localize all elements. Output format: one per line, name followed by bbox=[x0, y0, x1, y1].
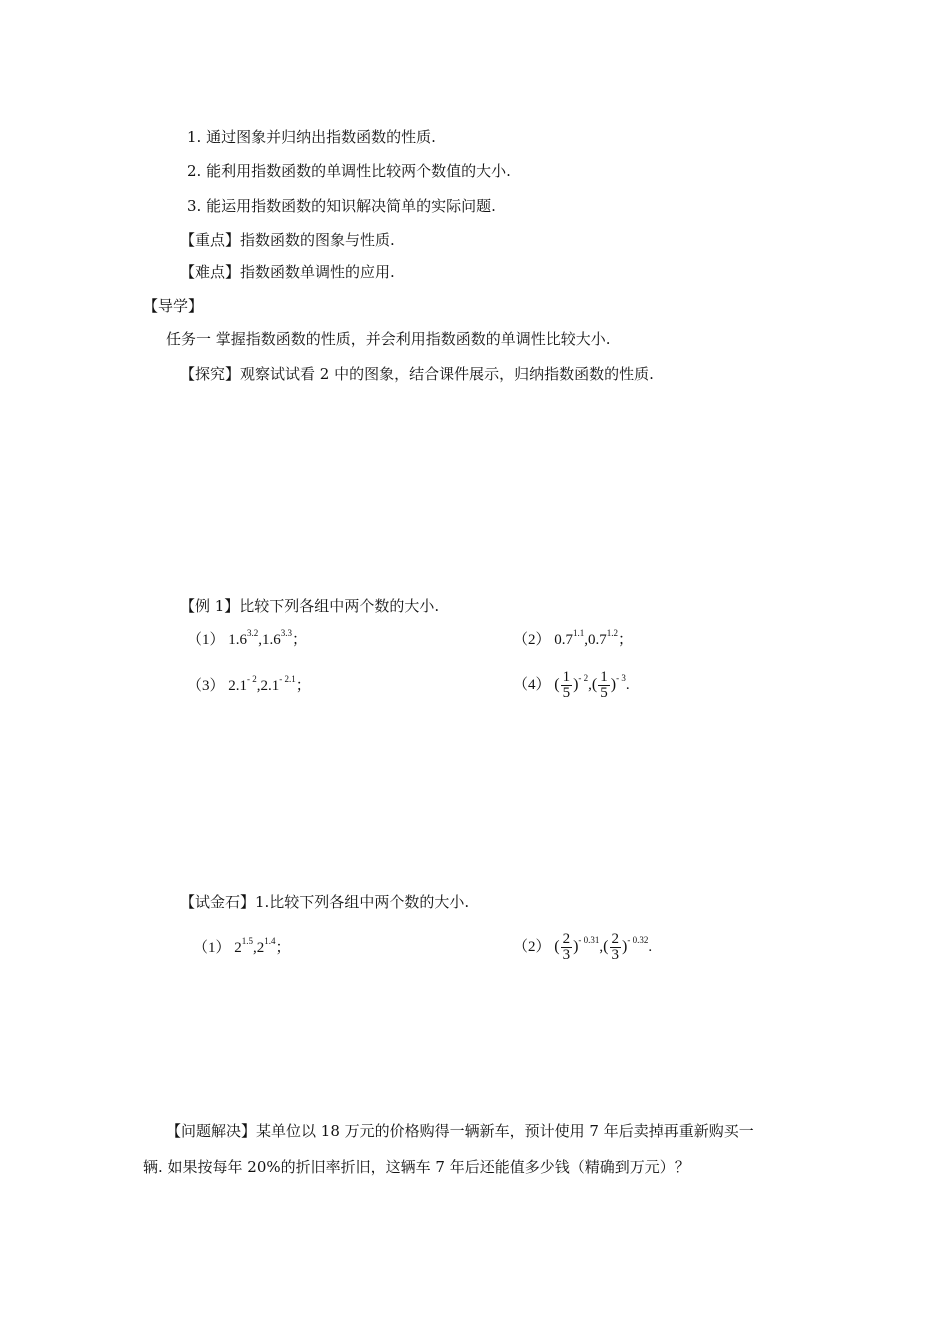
objective-2: 2. 能利用指数函数的单调性比较两个数值的大小. bbox=[187, 162, 511, 180]
explore-prompt: 【探究】观察试试看 2 中的图象，结合课件展示，归纳指数函数的性质. bbox=[180, 365, 654, 383]
objective-3: 3. 能运用指数函数的知识解决简单的实际问题. bbox=[187, 197, 496, 215]
example-1-item-2: （2） $0.7^{1.1},0.7^{1.2}$； bbox=[513, 628, 634, 648]
fraction: $\frac{1}{5}$ bbox=[562, 669, 571, 702]
fraction: $\frac{2}{3}$ bbox=[562, 931, 571, 964]
example-1-item-1: （1） $1.6^{3.2},1.6^{3.3}$； bbox=[187, 628, 308, 648]
guide-heading: 【导学】 bbox=[143, 297, 204, 315]
fraction: $\frac{1}{5}$ bbox=[600, 669, 608, 702]
touchstone-item-1: （1） $2^{1.5},2^{1.4}$； bbox=[193, 936, 291, 956]
touchstone-heading: 【试金石】1.比较下列各组中两个数的大小. bbox=[180, 893, 470, 911]
example-1-item-4: （4） ( $\frac{1}{5}$ )$^{- 2}$,( $\frac{1}{5}$ )$^{- 3}$. bbox=[513, 669, 630, 702]
problem-line-2: 辆. 如果按每年 20%的折旧率折旧，这辆车 7 年后还能值多少钱（精确到万元）？ bbox=[143, 1158, 690, 1176]
difficulty: 【难点】指数函数单调性的应用. bbox=[180, 263, 395, 281]
key-point: 【重点】指数函数的图象与性质. bbox=[180, 231, 395, 249]
problem-line-1: 【问题解决】某单位以 18 万元的价格购得一辆新车，预计使用 7 年后卖掉再重新购买一 bbox=[166, 1122, 754, 1140]
objective-1: 1. 通过图象并归纳出指数函数的性质. bbox=[187, 128, 436, 146]
task-1: 任务一 掌握指数函数的性质，并会利用指数函数的单调性比较大小. bbox=[166, 330, 611, 348]
example-1-heading: 【例 1】比较下列各组中两个数的大小. bbox=[180, 597, 440, 615]
example-1-item-3: （3） $2.1^{- 2},2.1^{- 2.1}$； bbox=[187, 674, 311, 694]
touchstone-item-2: （2） ( $\frac{2}{3}$ )$^{- 0.31}$,( $\frac{2}{3}$ )$^{- 0.32}$. bbox=[513, 931, 653, 964]
fraction: $\frac{2}{3}$ bbox=[611, 931, 619, 964]
